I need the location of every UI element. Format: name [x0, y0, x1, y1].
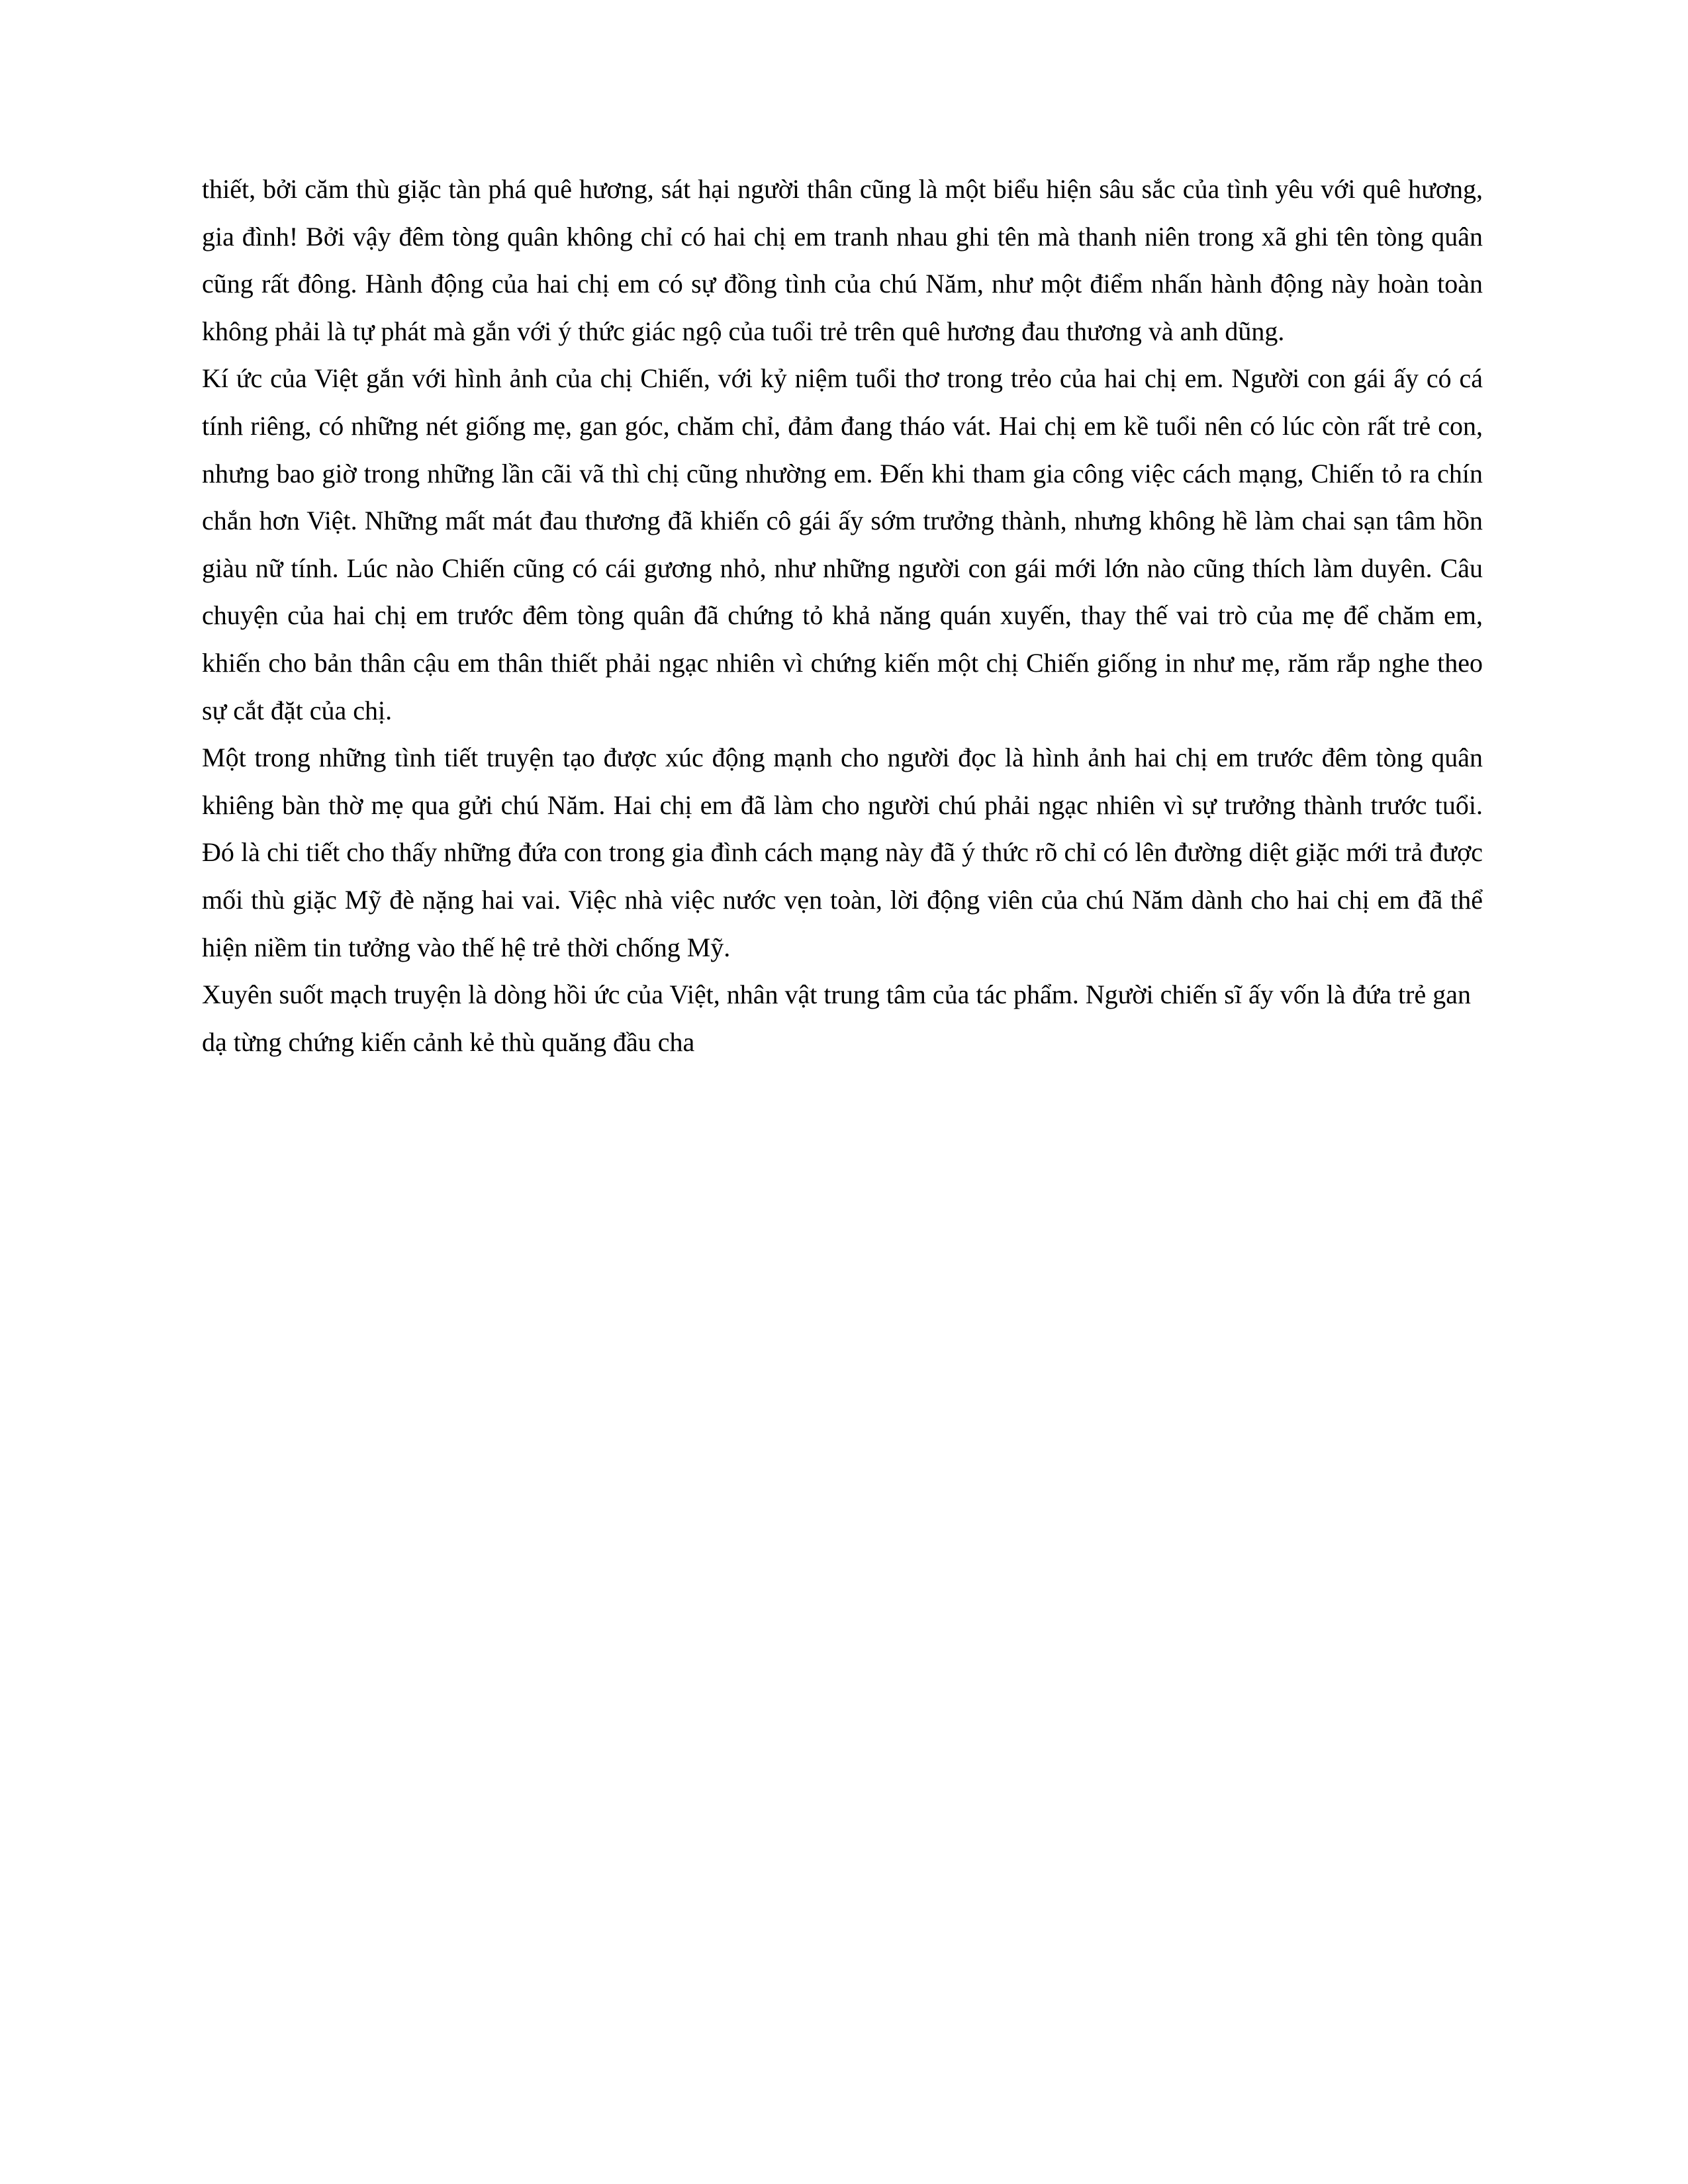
document-body [202, 165, 1483, 1066]
paragraph: thiết, bởi căm thù giặc tàn phá quê hương, sát hại người thân cũng là một biểu hiện sâu sắc của tình yêu với quê hương, gia đình! Bởi vậy đêm tòng quân không chỉ có hai chị em tranh nhau ghi tên mà thanh niên trong xã ghi tên tòng quân cũng rất đông. Hành động của hai chị em có sự đồng tình của chú Năm, như một điểm nhấn hành động này hoàn toàn không phải là tự phát mà gắn với ý thức giác ngộ của tuổi trẻ trên quê hương đau thương và anh dũng. [202, 174, 1483, 346]
paragraph: Xuyên suốt mạch truyện là dòng hồi ức của Việt, nhân vật trung tâm của tác phẩm. Người chiến sĩ ấy vốn là đứa trẻ gan dạ từng chứng kiến cảnh kẻ thù quăng đầu cha [202, 979, 1471, 1057]
paragraph: Kí ức của Việt gắn với hình ảnh của chị Chiến, với kỷ niệm tuổi thơ trong trẻo của hai chị em. Người con gái ấy có cá tính riêng, có những nét giống mẹ, gan góc, chăm chỉ, đảm đang tháo vát. Hai chị em kề tuổi nên có lúc còn rất trẻ con, nhưng bao giờ trong những lần cãi vã thì chị cũng nhường em. Đến khi tham gia công việc cách mạng, Chiến tỏ ra chín chắn hơn Việt. Những mất mát đau thương đã khiến cô gái ấy sớm trưởng thành, nhưng không hề làm chai sạn tâm hồn giàu nữ tính. Lúc nào Chiến cũng có cái gương nhỏ, như những người con gái mới lớn nào cũng thích làm duyên. Câu chuyện của hai chị em trước đêm tòng quân đã chứng tỏ khả năng quán xuyến, thay thế vai trò của mẹ để chăm em, khiến cho bản thân cậu em thân thiết phải ngạc nhiên vì chứng kiến một chị Chiến giống in như mẹ, răm rắp nghe theo sự cắt đặt của chị. [202, 363, 1483, 725]
paragraph: Một trong những tình tiết truyện tạo được xúc động mạnh cho người đọc là hình ảnh hai chị em trước đêm tòng quân khiêng bàn thờ mẹ qua gửi chú Năm. Hai chị em đã làm cho người chú phải ngạc nhiên vì sự trưởng thành trước tuổi. Đó là chi tiết cho thấy những đứa con trong gia đình cách mạng này đã ý thức rõ chỉ có lên đường diệt giặc mới trả được mối thù giặc Mỹ đè nặng hai vai. Việc nhà việc nước vẹn toàn, lời động viên của chú Năm dành cho hai chị em đã thể hiện niềm tin tưởng vào thế hệ trẻ thời chống Mỹ. [202, 743, 1483, 962]
